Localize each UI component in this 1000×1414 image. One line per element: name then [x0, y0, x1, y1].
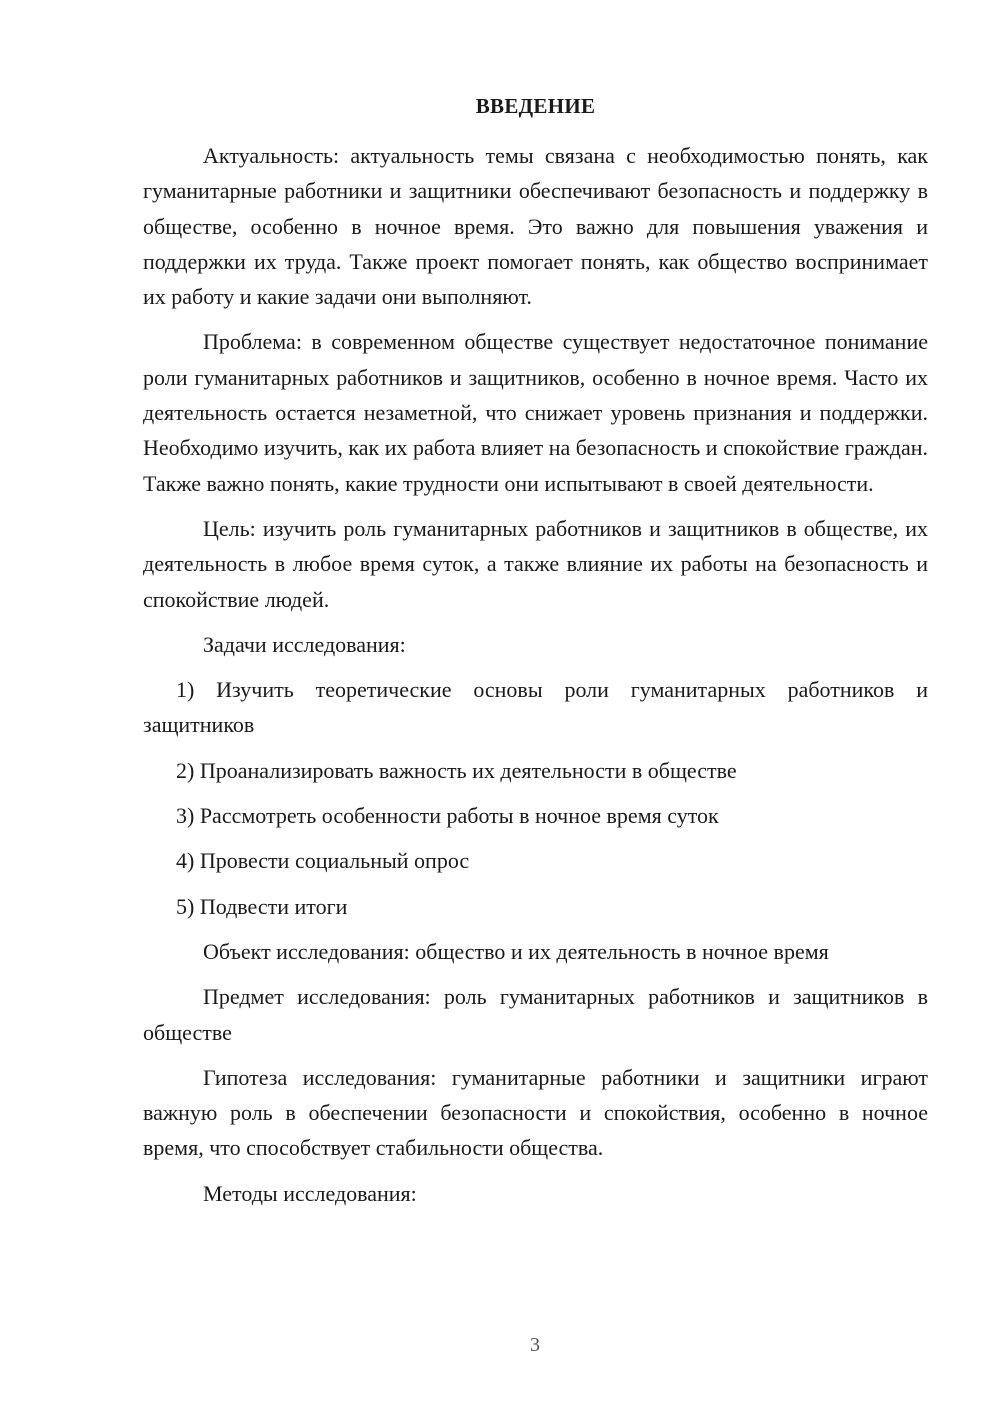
document-page	[143, 96, 928, 1221]
problem-paragraph: Проблема: в современном обществе существует недостаточное понимание роли гуманитарных работников и защитников, особенно в ночное время. Часто их деятельность остается незаметной, что снижает уровень признания и поддержки. Необходимо изучить, как их работа влияет на безопасность и спокойствие граждан. Также важно понять, какие трудности они испытывают в своей деятельности.	[143, 329, 928, 496]
page-number: 3	[530, 1334, 540, 1356]
relevance-paragraph: Актуальность: актуальность темы связана с необходимостью понять, как гуманитарные работники и защитники обеспечивают безопасность и поддержку в обществе, особенно в ночное время. Это важно для повышения уважения и поддержки их труда. Также проект помогает понять, как общество воспринимает их работу и какие задачи они выполняют.	[143, 143, 928, 310]
task-item-4: 4) Провести социальный опрос	[176, 848, 470, 874]
goal-paragraph: Цель: изучить роль гуманитарных работников и защитников в обществе, их деятельность в любое время суток, а также влияние их работы на безопасность и спокойствие людей.	[143, 515, 928, 612]
research-hypothesis: Гипотеза исследования: гуманитарные работники и защитники играют важную роль в обеспечении безопасности и спокойствия, особенно в ночное время, что способствует стабильности общества.	[143, 1064, 928, 1161]
task-item-2: 2) Проанализировать важность их деятельности в обществе	[176, 757, 737, 783]
research-object: Объект исследования: общество и их деятельность в ночное время	[203, 938, 829, 964]
task-item-5: 5) Подвести итоги	[176, 893, 348, 919]
tasks-heading: Задачи исследования:	[203, 631, 406, 657]
section-title: ВВЕДЕНИЕ	[475, 94, 596, 118]
task-item-1: 1) Изучить теоретические основы роли гуманитарных работников и защитников	[143, 677, 928, 738]
research-subject: Предмет исследования: роль гуманитарных работников и защитников в обществе	[143, 984, 928, 1045]
task-item-3: 3) Рассмотреть особенности работы в ночное время суток	[176, 803, 719, 829]
research-methods: Методы исследования:	[203, 1180, 417, 1206]
